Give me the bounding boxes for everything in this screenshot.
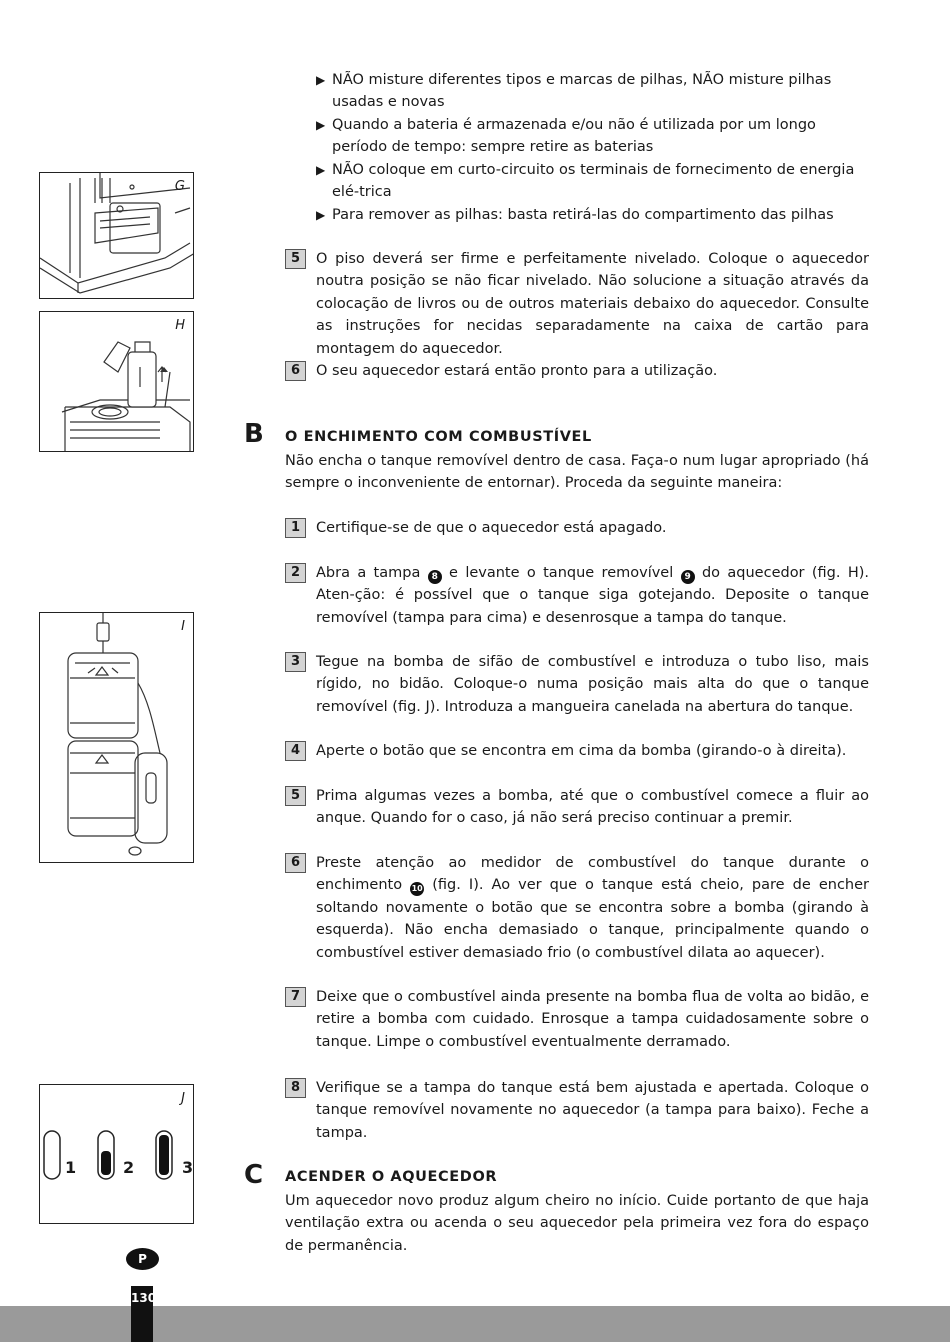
arrow-right-icon: ▶ [316, 118, 326, 132]
bullet-item: ▶ Para remover as pilhas: basta retirá-las do compartimento das pilhas [316, 204, 869, 226]
step-text: O seu aquecedor estará então pronto para a utilização. [316, 363, 718, 379]
gauge-level-label: 2 [123, 1158, 135, 1177]
section-letter: C [244, 1160, 264, 1190]
section-intro: Não encha o tanque removível dentro de casa. Faça-o num lugar apropriado (há sempre o inconveniente de entornar). Proceda da seguinte maneira: [285, 453, 869, 492]
section-title: O ENCHIMENTO COM COMBUSTÍVEL [285, 429, 592, 445]
step-number: 8 [285, 1078, 306, 1098]
tank-removal-illustration [40, 312, 194, 452]
section-intro: Um aquecedor novo produz algum cheiro no início. Cuide portanto de que haja ventilação extra ou acenda o seu aquecedor pela primeira vez fora do espaço de permanência. [285, 1193, 869, 1254]
figure-h [39, 311, 194, 452]
figure-j [39, 1084, 194, 1224]
gauge-level-label: 3 [182, 1158, 194, 1177]
callout-marker: 9 [681, 570, 695, 584]
step-number: 1 [285, 518, 306, 538]
step-text: Deixe que o combustível ainda presente na bomba flua de volta ao bidão, e retire a bomba com cuidado. Enrosque a tampa cuidadosamente sobre o tanque. Limpe o combustível eventualmente derramado. [316, 989, 869, 1050]
step-text: O piso deverá ser firme e perfeitamente nivelado. Coloque o aquecedor noutra posição se não ficar nivelado. Não solucione a situação através da colocação de livros ou de outros materiais debaixo do aquecedor. Consulte as instruções for necidas separadamente na caixa de cartão para montagem do aquecedor. [316, 251, 869, 357]
section-title: ACENDER O AQUECEDOR [285, 1169, 498, 1185]
step-text: Preste atenção ao medidor de combustível do tanque durante o enchimento 10 (fig. I). Ao ver que o tanque está cheio, pare de encher soltando novamente o botão que se encontra sobre a bomba (girando à esquerda). Não encha demasiado o tanque, principalmente quando o combustível estiver demasiado frio (o combustível dilata ao aquecer). [316, 855, 869, 961]
step-text: Verifique se a tampa do tanque está bem ajustada e apertada. Coloque o tanque removível novamente no aquecedor (a tampa para baixo). Feche a tampa. [316, 1080, 869, 1141]
step-number: 5 [285, 786, 306, 806]
arrow-right-icon: ▶ [316, 73, 326, 87]
step-number: 6 [285, 853, 306, 873]
figure-label: J [181, 1091, 185, 1106]
figure-label: I [181, 619, 185, 634]
fuel-gauge-illustration [40, 1085, 194, 1224]
figure-label: G [174, 179, 185, 194]
bullet-item: ▶ NÃO coloque em curto-circuito os terminais de fornecimento de energia elé-trica [316, 159, 869, 204]
figure-i [39, 612, 194, 863]
language-badge: P [126, 1248, 159, 1270]
step-text: Tegue na bomba de sifão de combustível e introduza o tubo liso, mais rígido, no bidão. Coloque-o numa posição mais alta do que o tanque removível (fig. J). Introduza a mangueira canelada na abertura do tanque. [316, 654, 869, 715]
step-number: 3 [285, 652, 306, 672]
siphon-pump-illustration [40, 613, 194, 863]
step-text: Prima algumas vezes a bomba, até que o combustível comece a fluir ao anque. Quando for o caso, já não será preciso continuar a premir. [316, 788, 869, 827]
arrow-right-icon: ▶ [316, 208, 326, 222]
step-text: Abra a tampa 8 e levante o tanque removível 9 do aquecedor (fig. H). Aten-ção: é possível que o tanque siga gotejando. Deposite o tanque removível (tampa para cima) e desenrosque a tampa do tanque. [316, 565, 870, 626]
step-text: Certifique-se de que o aquecedor está apagado. [316, 520, 667, 536]
heater-base-illustration [40, 173, 194, 299]
gauge-level-label: 1 [65, 1158, 77, 1177]
section-letter: B [244, 419, 264, 449]
callout-marker: 10 [410, 882, 424, 896]
step-number: 2 [285, 563, 306, 583]
bullet-item: ▶ NÃO misture diferentes tipos e marcas de pilhas, NÃO misture pilhas usadas e novas [316, 69, 869, 114]
step-number: 6 [285, 361, 306, 381]
step-number: 4 [285, 741, 306, 761]
bullet-item: ▶ Quando a bateria é armazenada e/ou não é utilizada por um longo período de tempo: sempre retire as baterias [316, 114, 869, 159]
arrow-right-icon: ▶ [316, 163, 326, 177]
figure-label: H [175, 318, 185, 333]
figure-g [39, 172, 194, 299]
step-number: 7 [285, 987, 306, 1007]
page-number: 130 [131, 1286, 153, 1342]
callout-marker: 8 [428, 570, 442, 584]
step-number: 5 [285, 249, 306, 269]
step-text: Aperte o botão que se encontra em cima da bomba (girando-o à direita). [316, 743, 847, 759]
